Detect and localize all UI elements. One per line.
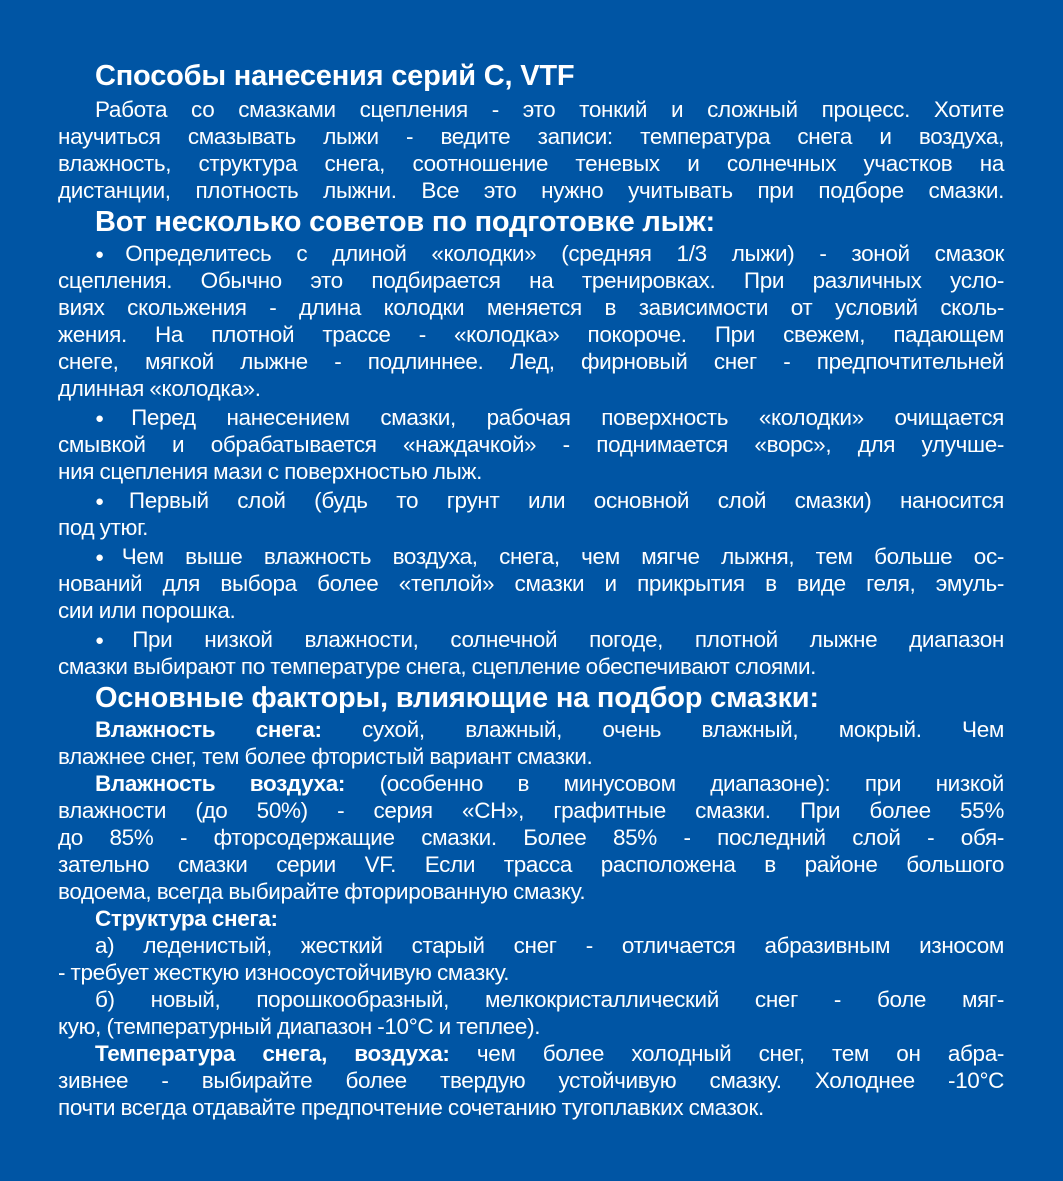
text-line: б) новый, порошкообразный, мелкокристаллический снег - боле мяг-: [95, 987, 1004, 1012]
bullet-icon: ●: [95, 410, 130, 427]
intro-paragraph: [58, 96, 1004, 204]
text-line: нований для выбора более «теплой» смазки и прикрытия в виде геля, эмуль-: [58, 571, 1004, 596]
text-line: ●Первый слой (будь то грунт или основной слой смазки) наносится: [95, 488, 1004, 513]
text-line: длинная «колодка».: [58, 376, 261, 401]
text-line: Влажность воздуха: (особенно в минусовом диапазоне): при низкой: [95, 771, 1004, 796]
text-line: ●Чем выше влажность воздуха, снега, чем мягче лыжня, тем больше ос-: [95, 544, 1005, 569]
text-line: зательно смазки серии VF. Если трасса расположена в районе большого: [58, 852, 1004, 877]
text-line: Влажность снега: сухой, влажный, очень влажный, мокрый. Чем: [95, 717, 1004, 742]
text-line: ●При низкой влажности, солнечной погоде, плотной лыжне диапазон: [95, 627, 1004, 652]
text-line: Работа со смазками сцепления - это тонкий и сложный процесс. Хотите: [95, 97, 1004, 122]
tip-item: [58, 240, 1004, 402]
text-line: дистанции, плотность лыжни. Все это нужно учитывать при подборе смазки.: [58, 178, 1004, 203]
text-line: под утюг.: [58, 515, 149, 540]
tip-item: [58, 404, 1004, 485]
factor-snow-structure: [58, 905, 1004, 1040]
text-line: Температура снега, воздуха: чем более холодный снег, тем он абра-: [95, 1041, 1004, 1066]
heading-main-factors: Основные факторы, влияющие на подбор смазки:: [95, 682, 819, 714]
factor-label: Температура снега, воздуха:: [95, 1041, 450, 1066]
text-line: зивнее - выбирайте более твердую устойчивую смазку. Холоднее -10°С: [58, 1068, 1004, 1093]
bullet-icon: ●: [95, 632, 131, 649]
text-line: влажности (до 50%) - серия «СН», графитные смазки. При более 55%: [58, 798, 1004, 823]
text-line: до 85% - фторсодержащие смазки. Более 85% - последний слой - обя-: [58, 825, 1004, 850]
text-line: - требует жесткую износоустойчивую смазку.: [58, 960, 510, 985]
bullet-icon: ●: [95, 246, 124, 263]
text-line: а) леденистый, жесткий старый снег - отличается абразивным износом: [95, 933, 1004, 958]
text-line: смывкой и обрабатывается «наждачкой» - поднимается «ворс», для улучше-: [58, 432, 1004, 457]
bullet-icon: ●: [95, 549, 120, 566]
text-line: влажность, структура снега, соотношение теневых и солнечных участков на: [58, 151, 1004, 176]
factor-snow-humidity: [58, 716, 1004, 770]
tip-item: [58, 487, 1004, 541]
instruction-text: [58, 56, 1004, 1121]
text-line: влажнее снег, тем более фтористый вариант смазки.: [58, 744, 593, 769]
text-line: ния сцепления мази с поверхностью лыж.: [58, 459, 483, 484]
text-line: научиться смазывать лыжи - ведите записи: температура снега и воздуха,: [58, 124, 1004, 149]
text-line: ●Определитесь с длиной «колодки» (средняя 1/3 лыжи) - зоной смазок: [95, 241, 1004, 266]
text-line: почти всегда отдавайте предпочтение сочетанию тугоплавких смазок.: [58, 1095, 764, 1120]
text-line: кую, (температурный диапазон -10°С и теплее).: [58, 1014, 541, 1039]
bullet-icon: ●: [95, 493, 127, 510]
text-line: ●Перед нанесением смазки, рабочая поверхность «колодки» очищается: [95, 405, 1004, 430]
text-line: сцепления. Обычно это подбирается на тренировках. При различных усло-: [58, 268, 1004, 293]
text-line: водоема, всегда выбирайте фторированную смазку.: [58, 879, 586, 904]
heading-ski-prep-tips: Вот несколько советов по подготовке лыж:: [95, 206, 716, 238]
factor-label: Влажность воздуха:: [95, 771, 346, 796]
text-line: снеге, мягкой лыжне - подлиннее. Лед, фирновый снег - предпочтительней: [58, 349, 1004, 374]
heading-application-methods: Способы нанесения серий С, VTF: [95, 60, 575, 92]
factor-label: Влажность снега:: [95, 717, 322, 742]
text-line: виях скольжения - длина колодки меняется в зависимости от условий сколь-: [58, 295, 1004, 320]
tip-item: [58, 626, 1004, 680]
text-line: сии или порошка.: [58, 598, 236, 623]
factor-temperature: [58, 1040, 1004, 1121]
text-line: жения. На плотной трассе - «колодка» покороче. При свежем, падающем: [58, 322, 1004, 347]
factor-air-humidity: [58, 770, 1004, 905]
text-line: смазки выбирают по температуре снега, сцепление обеспечивают слоями.: [58, 654, 817, 679]
tip-item: [58, 543, 1004, 624]
text-line: [58, 905, 1004, 932]
factor-label: Структура снега:: [95, 906, 278, 931]
